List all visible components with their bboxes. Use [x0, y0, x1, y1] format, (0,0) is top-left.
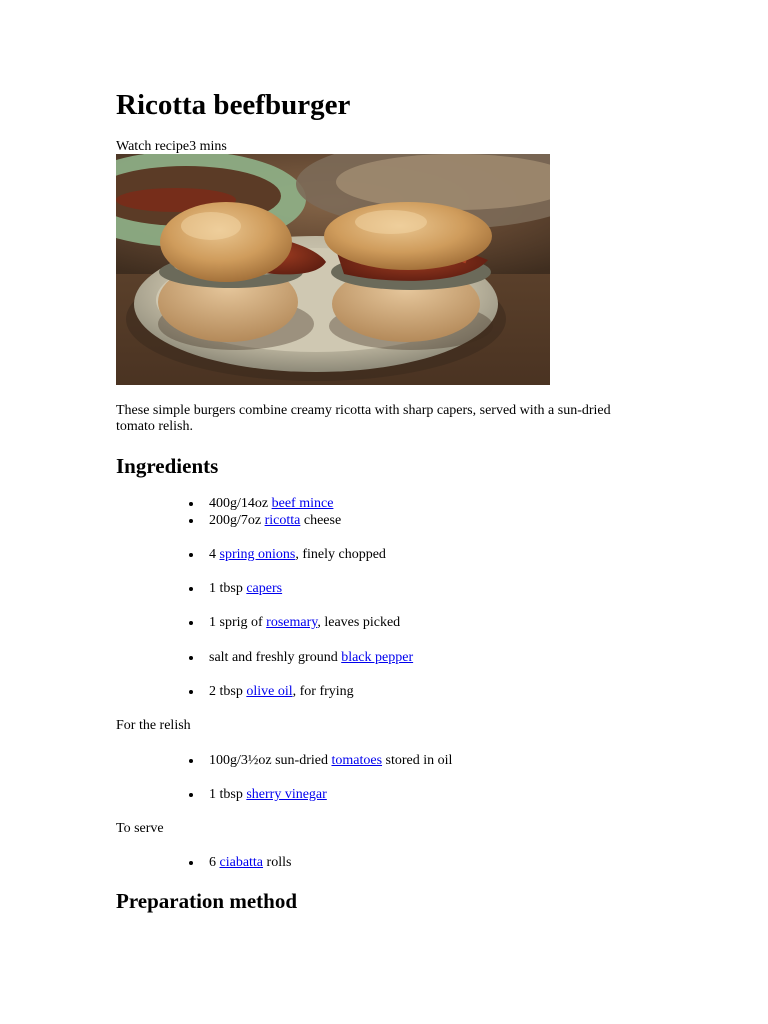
- recipe-photo: [116, 154, 550, 385]
- ingredient-item: 2 tbsp olive oil, for frying: [209, 684, 354, 699]
- ingredient-item: 100g/3½oz sun-dried tomatoes stored in oil: [209, 753, 453, 768]
- intro-text: These simple burgers combine creamy ricotta with sharp capers, served with a sun-dried tomato relish.: [116, 403, 611, 434]
- ingredient-item: 4 spring onions, finely chopped: [209, 547, 386, 562]
- ingredient-item: 1 tbsp sherry vinegar: [209, 787, 327, 802]
- serve-label: To serve: [116, 821, 164, 836]
- ingredient-link[interactable]: rosemary: [266, 615, 318, 630]
- ingredient-item: 200g/7oz ricotta cheese: [209, 513, 342, 528]
- ingredient-link[interactable]: ciabatta: [219, 855, 264, 870]
- ingredient-item: salt and freshly ground black pepper: [209, 650, 414, 665]
- ingredient-link[interactable]: olive oil: [246, 684, 293, 699]
- ingredient-item: 6 ciabatta rolls: [209, 855, 292, 870]
- method-heading: Preparation method: [116, 889, 298, 913]
- ingredients-heading: Ingredients: [116, 454, 219, 478]
- ingredient-link[interactable]: capers: [246, 581, 283, 596]
- relish-label: For the relish: [116, 718, 191, 733]
- ingredient-item: 1 sprig of rosemary, leaves picked: [209, 615, 401, 630]
- ingredient-link[interactable]: ricotta: [264, 513, 301, 528]
- ingredient-link[interactable]: tomatoes: [331, 753, 383, 768]
- ingredient-item: 1 tbsp capers: [209, 581, 283, 596]
- ingredient-item: 400g/14oz beef mince: [209, 496, 334, 511]
- recipe-meta: Watch recipe3 mins: [116, 139, 227, 154]
- ingredient-link[interactable]: beef mince: [271, 496, 334, 511]
- ingredient-link[interactable]: black pepper: [341, 650, 414, 665]
- ingredient-link[interactable]: sherry vinegar: [246, 787, 327, 802]
- ingredient-link[interactable]: spring onions: [219, 547, 296, 562]
- page-title: Ricotta beefburger: [116, 89, 351, 121]
